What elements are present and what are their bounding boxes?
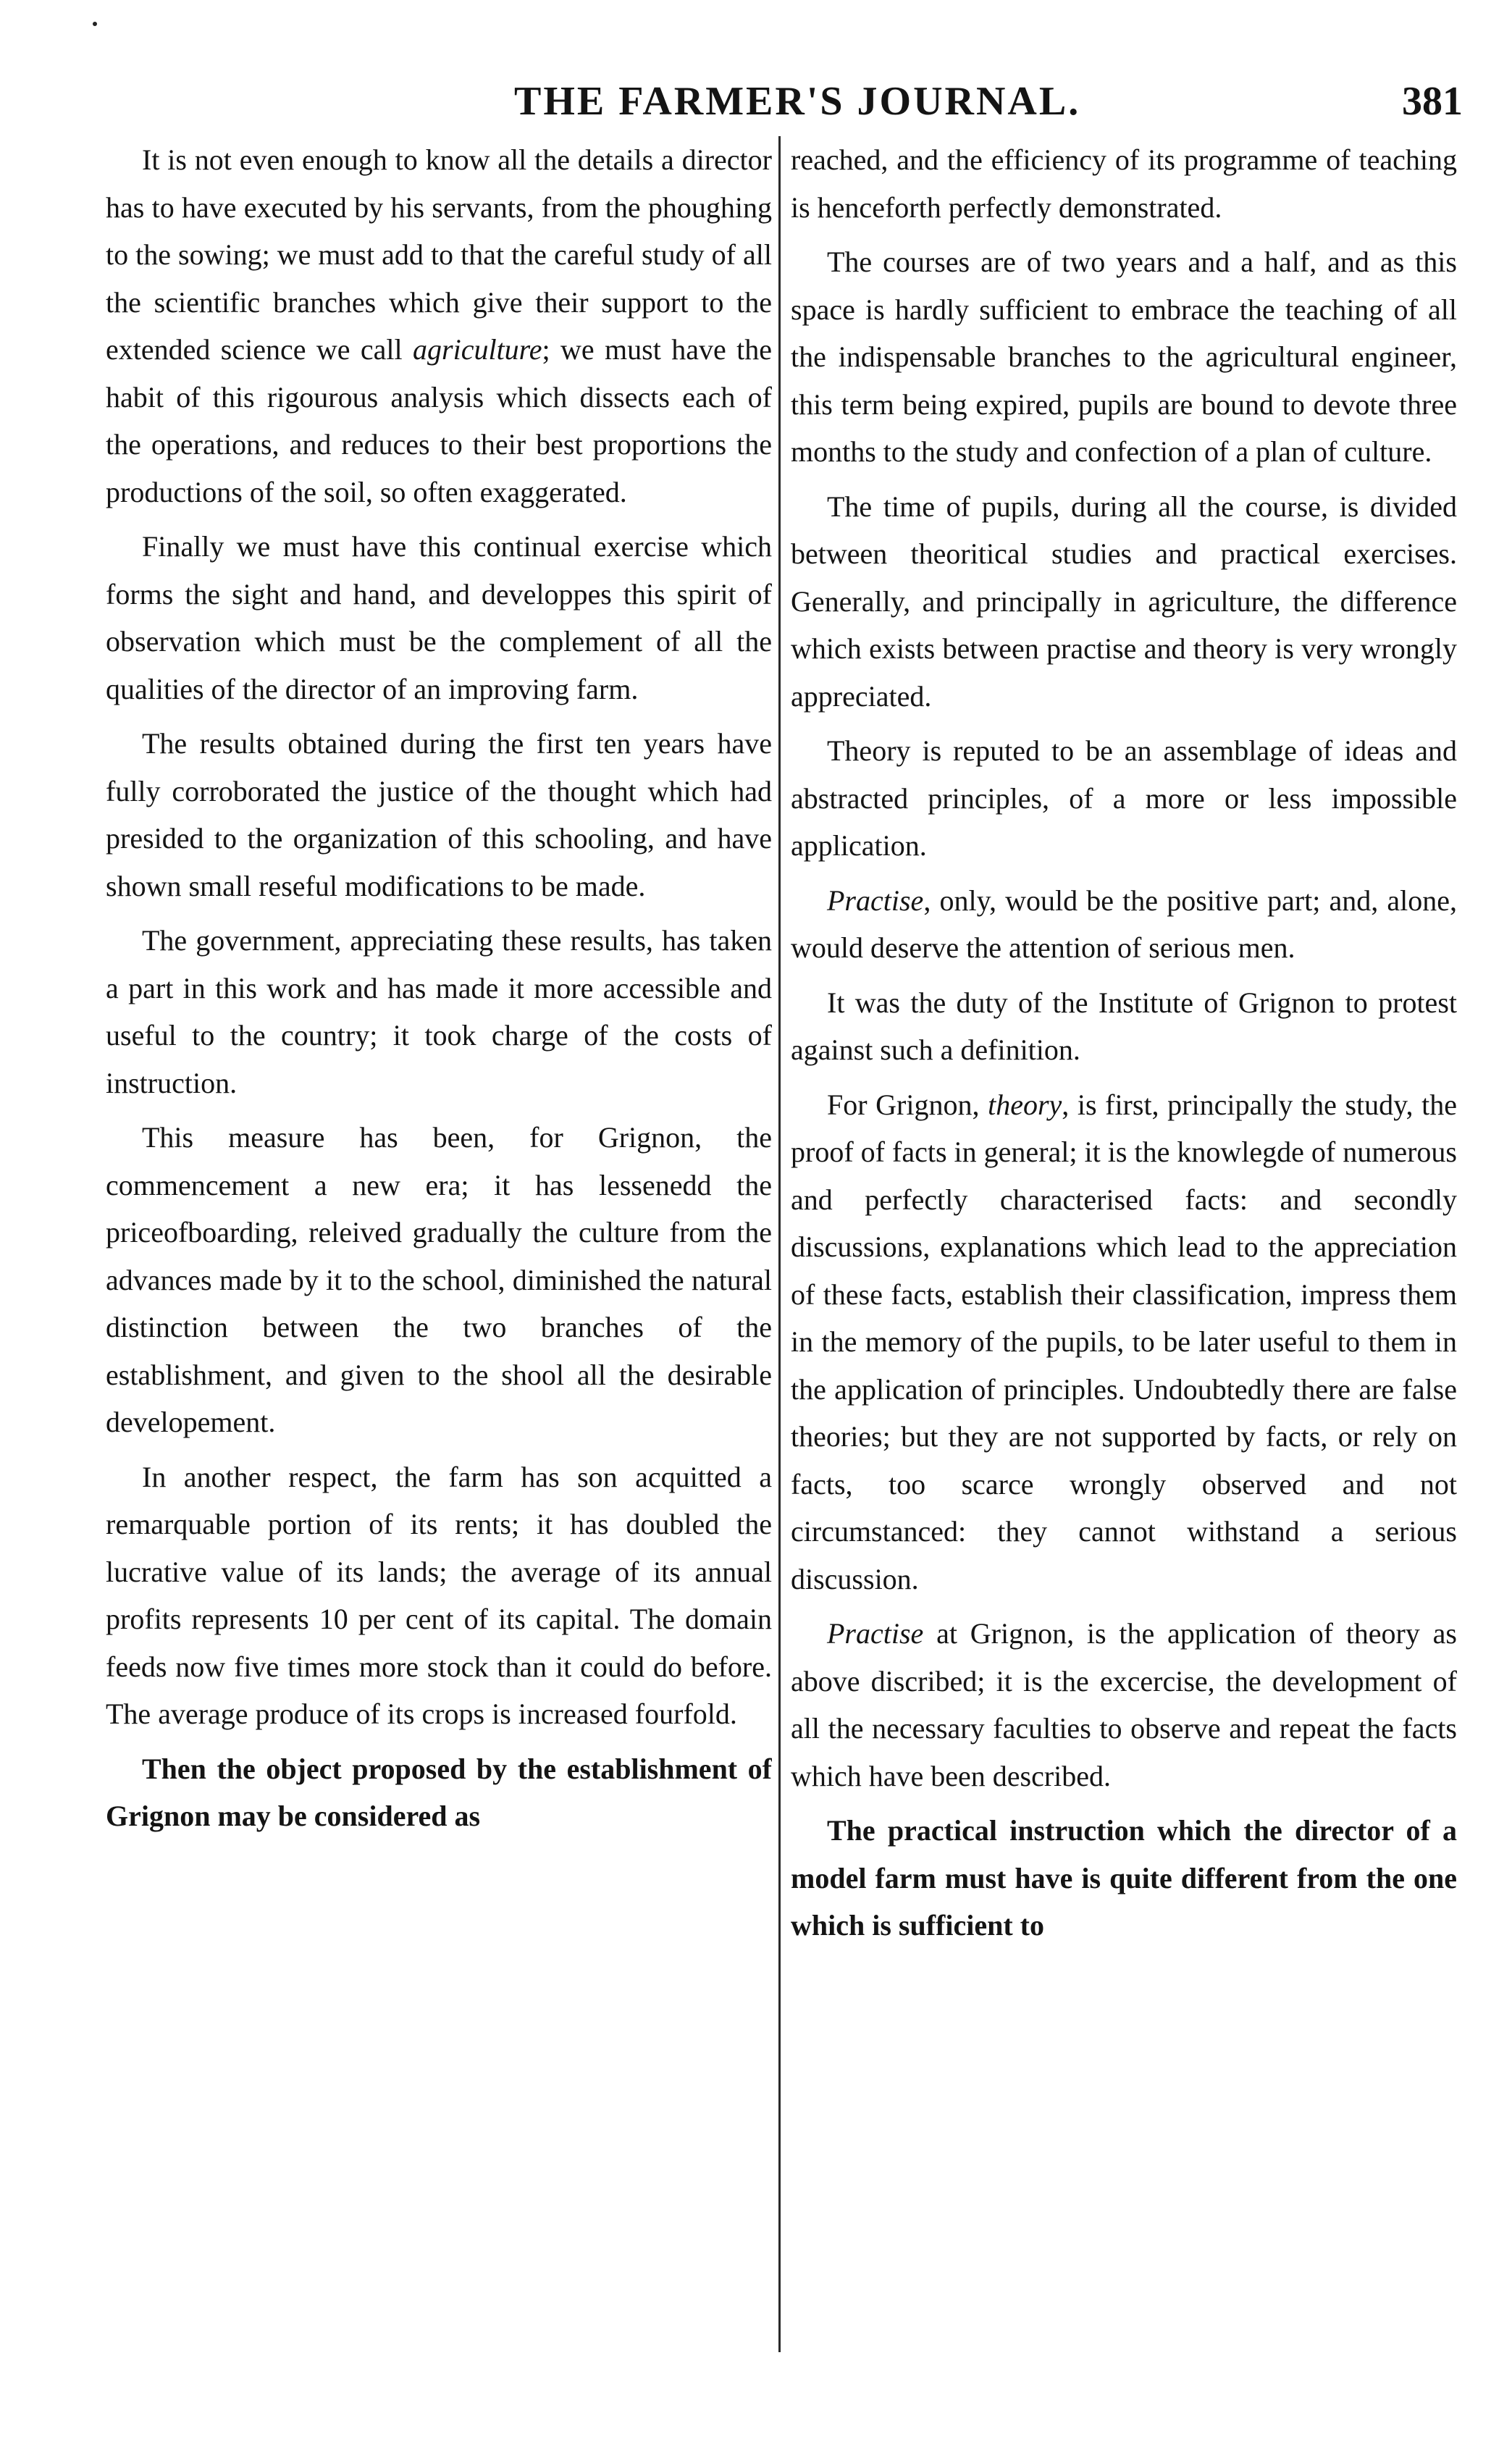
column-divider (778, 136, 781, 2352)
right-paragraph-2: The time of pupils, during all the course, is divided between theoritical studies and practical exercises. Generally, and principally in agriculture, the difference which exists between practise and theory is very wrongly appreciated. (791, 490, 1457, 713)
left-p1-text: It is not even enough to know all the details a director has to have executed by his servants, from the phoughing to the sowing; we must add to that the careful study of all the scientific branches which give their support to the extended science we call (106, 143, 772, 366)
right-paragraph-1: The courses are of two years and a half, and as this space is hardly sufficient to embrace the teaching of all the indispensable branches to the agricultural engineer, this term being expired, pupils are bound to devote three months to the study and confection of a plan of culture. (791, 246, 1457, 468)
right-paragraph-7 (791, 1610, 1457, 1800)
right-p6-text: , is first, principally the study, the proof of facts in general; it is the knowlegde of numerous and perfectly characterised facts: and secondly discussions, explanations which lead to the appreciation of these facts, establish their classification, impress them in the memory of the pupils, to be later useful to them in the application of principles. Undoubtedly there are false theories; but they are not supported by facts, or rely on facts, too scarce wrongly observed and not circumstanced: they cannot withstand a serious discussion. (791, 1088, 1457, 1595)
right-paragraph-6 (791, 1081, 1457, 1603)
left-paragraph-2: Finally we must have this continual exercise which forms the sight and hand, and developpes this spirit of observation which must be the complement of all the qualities of the director of an improving farm. (106, 530, 772, 705)
right-paragraph-5: It was the duty of the Institute of Grignon to protest against such a definition. (791, 986, 1457, 1066)
right-paragraph-8: The practical instruction which the director of a model farm must have is quite different from the one which is sufficient to (791, 1814, 1457, 1942)
left-paragraph-5: This measure has been, for Grignon, the commencement a new era; it has lessenedd the priceofboarding, releived gradually the culture from the advances made by it to the school, diminished the natural distinction between the two branches of the establishment, and given to the shool all the desirable developement. (106, 1121, 772, 1438)
journal-title: THE FARMER'S JOURNAL. (514, 79, 1081, 124)
right-paragraph-4 (791, 877, 1457, 972)
left-paragraph-3: The results obtained during the first ten years have fully corroborated the justice of the thought which had presided to the organization of this schooling, and have shown small reseful modifications to be made. (106, 727, 772, 902)
page-number: 381 (1402, 79, 1463, 124)
left-column (106, 136, 772, 2352)
running-head (109, 72, 1463, 130)
left-p1-emphasis: agriculture (413, 333, 542, 366)
right-column (791, 136, 1457, 2352)
right-paragraph-3: Theory is reputed to be an assemblage of ideas and abstracted principles, of a more or less impossible application. (791, 734, 1457, 862)
ink-speck (93, 22, 97, 26)
right-paragraph-continued: reached, and the efficiency of its programme of teaching is henceforth perfectly demonstrated. (791, 143, 1457, 224)
right-p4-text: , only, would be the positive part; and, alone, would deserve the attention of serious men. (791, 884, 1457, 964)
right-p6-emphasis: theory (988, 1088, 1062, 1121)
right-p7-emphasis: Practise (827, 1617, 924, 1650)
right-p6-start: For Grignon, (827, 1088, 980, 1121)
left-paragraph-7: Then the object proposed by the establishment of Grignon may be considered as (106, 1752, 772, 1832)
left-paragraph-6: In another respect, the farm has son acquitted a remarquable portion of its rents; it has doubled the lucrative value of its lands; the average of its annual profits represents 10 per cent of its capital. The domain feeds now five times more stock than it could do before. The average produce of its crops is increased fourfold. (106, 1460, 772, 1730)
left-paragraph-1 (106, 136, 772, 516)
left-paragraph-4: The government, appreciating these results, has taken a part in this work and has made it more accessible and useful to the country; it took charge of the costs of instruction. (106, 924, 772, 1099)
right-p7-text: at Grignon, is the application of theory as above discribed; it is the excercise, the development of all the necessary faculties to observe and repeat the facts which have been described. (791, 1617, 1457, 1792)
right-p4-emphasis: Practise (827, 884, 924, 917)
left-p1-end: ; we must have the habit of this rigourous analysis which dissects each of the operations, and reduces to their best proportions the productions of the soil, so often exaggerated. (106, 333, 772, 508)
